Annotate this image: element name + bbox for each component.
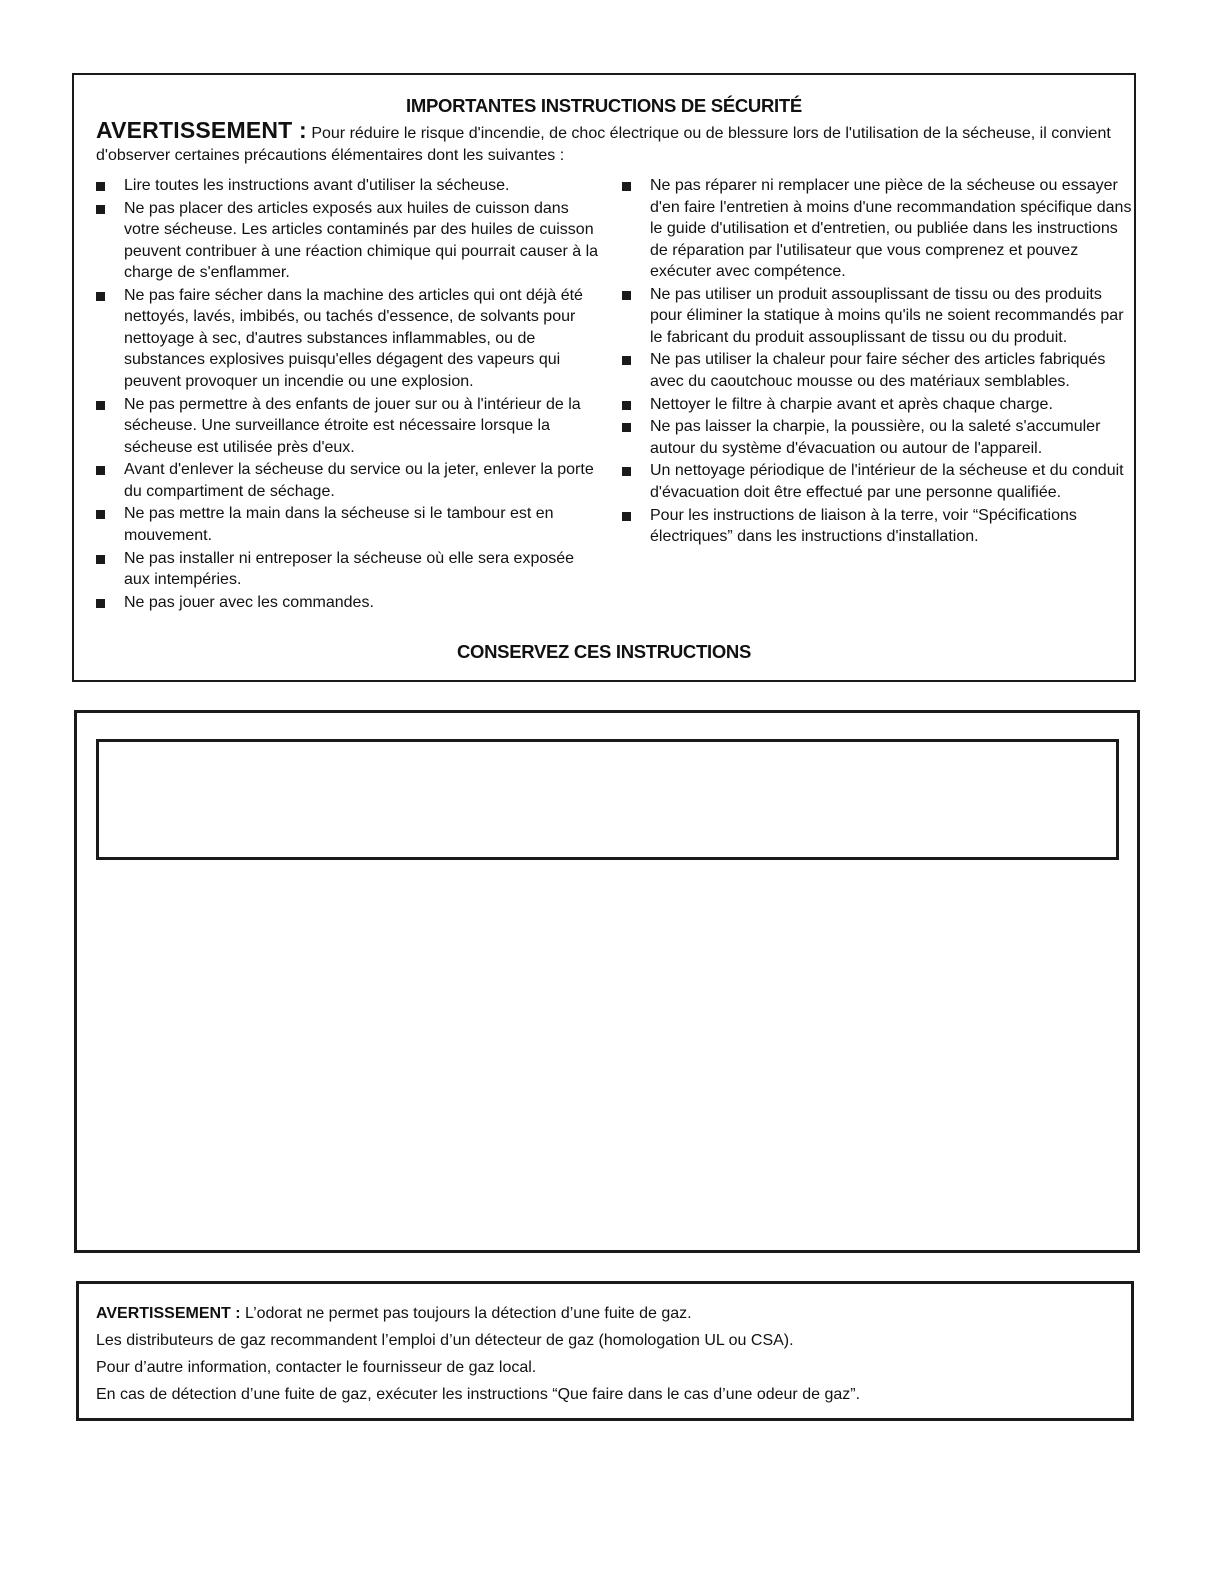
- list-item: Ne pas utiliser la chaleur pour faire sécher des articles fabriqués avec du caoutchouc mousse ou des matériaux semblables.: [622, 349, 1132, 392]
- safety-list-left: [96, 175, 601, 615]
- list-item: Avant d'enlever la sécheuse du service ou la jeter, enlever la porte du compartiment de séchage.: [96, 459, 601, 502]
- gas-warning-line-2: Les distributeurs de gaz recommandent l’emploi d’un détecteur de gaz (homologation UL ou CSA).: [96, 1332, 794, 1349]
- list-item: Lire toutes les instructions avant d'utiliser la sécheuse.: [96, 175, 601, 197]
- warning-text: Pour réduire le risque d'incendie, de choc électrique ou de blessure lors de l'utilisation de la sécheuse, il convient d'observer certaines précautions élémentaires dont les suivantes :: [96, 125, 1111, 164]
- list-item: Un nettoyage périodique de l'intérieur de la sécheuse et du conduit d'évacuation doit être effectué par une personne qualifiée.: [622, 460, 1132, 503]
- list-item: Ne pas jouer avec les commandes.: [96, 592, 601, 614]
- list-item: Ne pas laisser la charpie, la poussière, ou la saleté s'accumuler autour du système d'évacuation ou autour de l'appareil.: [622, 416, 1132, 459]
- gas-warning-line-1: AVERTISSEMENT : L’odorat ne permet pas toujours la détection d’une fuite de gaz.: [96, 1305, 692, 1322]
- square-bullet-icon: [96, 466, 105, 475]
- blank-inner-box: [96, 739, 1119, 860]
- save-instructions-footer: CONSERVEZ CES INSTRUCTIONS: [456, 641, 752, 662]
- square-bullet-icon: [96, 510, 105, 519]
- list-item: Ne pas faire sécher dans la machine des articles qui ont déjà été nettoyés, lavés, imbibés, ou tachés d'essence, de solvants pour nettoyage à sec, d'autres substances inflammables, ou de substances explosives puisqu'elles dégagent des vapeurs qui peuvent provoquer un incendie ou une explosion.: [96, 285, 601, 393]
- list-item: Ne pas installer ni entreposer la sécheuse où elle sera exposée aux intempéries.: [96, 548, 601, 591]
- square-bullet-icon: [96, 555, 105, 564]
- square-bullet-icon: [622, 356, 631, 365]
- square-bullet-icon: [622, 291, 631, 300]
- gas-warning-text: [96, 1300, 860, 1408]
- list-item: Ne pas mettre la main dans la sécheuse si le tambour est en mouvement.: [96, 503, 601, 546]
- list-item: Ne pas permettre à des enfants de jouer sur ou à l'intérieur de la sécheuse. Une surveillance étroite est nécessaire lorsque la sécheuse est utilisée près d'eux.: [96, 394, 601, 459]
- square-bullet-icon: [622, 401, 631, 410]
- square-bullet-icon: [96, 292, 105, 301]
- square-bullet-icon: [622, 423, 631, 432]
- list-item: Ne pas placer des articles exposés aux huiles de cuisson dans votre sécheuse. Les articles contaminés par des huiles de cuisson peuvent contribuer à une réaction chimique qui pourrait causer à la charge de s'enflammer.: [96, 198, 601, 284]
- list-item: Ne pas réparer ni remplacer une pièce de la sécheuse ou essayer d'en faire l'entretien à moins d'une recommandation spécifique dans le guide d'utilisation et d'entretien, ou publiée dans les instructions de réparation par l'utilisateur que vous comprenez et pouvez exécuter avec compétence.: [622, 175, 1132, 283]
- square-bullet-icon: [622, 512, 631, 521]
- list-item: Nettoyer le filtre à charpie avant et après chaque charge.: [622, 394, 1132, 416]
- warning-label: AVERTISSEMENT :: [96, 117, 307, 143]
- list-item: Ne pas utiliser un produit assouplissant de tissu ou des produits pour éliminer la statique à moins qu'ils ne soient recommandés par le fabricant du produit assouplissant de tissu ou du produit.: [622, 284, 1132, 349]
- gas-warning-line-4: En cas de détection d’une fuite de gaz, exécuter les instructions “Que faire dans le cas d’une odeur de gaz”.: [96, 1386, 861, 1403]
- safety-list-right: [622, 175, 1132, 549]
- gas-warning-line-3: Pour d’autre information, contacter le fournisseur de gaz local.: [96, 1359, 537, 1376]
- warning-label: AVERTISSEMENT :: [96, 1305, 241, 1322]
- square-bullet-icon: [96, 599, 105, 608]
- square-bullet-icon: [622, 467, 631, 476]
- square-bullet-icon: [96, 182, 105, 191]
- safety-intro: [96, 119, 1120, 167]
- safety-instructions-box: [72, 73, 1136, 682]
- square-bullet-icon: [96, 205, 105, 214]
- gas-warning-box: [76, 1281, 1134, 1421]
- safety-title: IMPORTANTES INSTRUCTIONS DE SÉCURITÉ: [406, 95, 802, 116]
- blank-framed-box: [74, 710, 1140, 1253]
- square-bullet-icon: [96, 401, 105, 410]
- square-bullet-icon: [622, 182, 631, 191]
- list-item: Pour les instructions de liaison à la terre, voir “Spécifications électriques” dans les instructions d'installation.: [622, 505, 1132, 548]
